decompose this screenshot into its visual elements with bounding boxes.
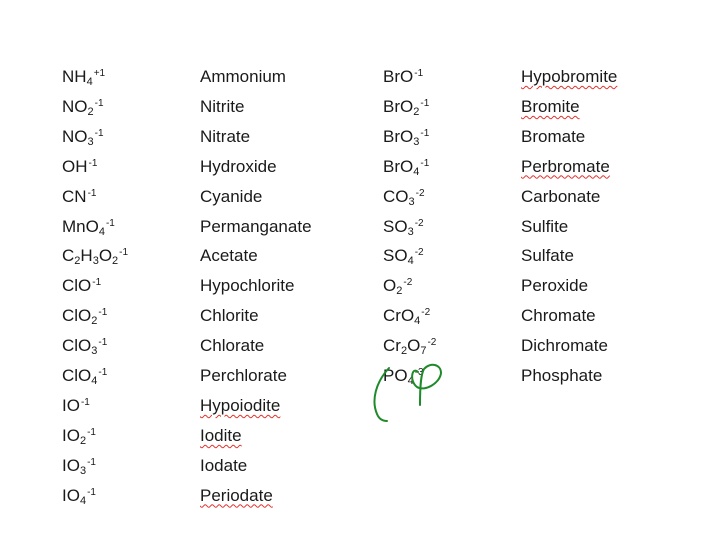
formula-subscript: 2 <box>413 105 420 118</box>
formula-symbol: BrO <box>383 67 414 86</box>
formula-charge: -1 <box>420 157 430 169</box>
formula-subscript: 3 <box>408 195 415 208</box>
ion-name-text: Perchlorate <box>200 366 287 385</box>
formula-symbol: H <box>80 246 93 266</box>
ion-name-text: Bromate <box>521 126 586 146</box>
formula-charge: -1 <box>420 97 430 109</box>
formula-charge: -1 <box>87 187 97 199</box>
ion-name-text: Dichromate <box>521 336 608 356</box>
formula-symbol: IO <box>62 485 80 505</box>
formula-subscript: 4 <box>86 76 93 88</box>
formula-subscript: 7 <box>420 345 427 358</box>
ion-name-text: Peroxide <box>521 276 589 296</box>
formula-charge: -1 <box>119 247 129 259</box>
formula-symbol: MnO <box>62 216 99 236</box>
formula-charge: -1 <box>80 396 90 408</box>
ion-name-text: Hypobromite <box>521 67 618 86</box>
formula-symbol: BrO <box>383 156 414 176</box>
formula-subscript: 3 <box>79 464 87 477</box>
formula-symbol: NO <box>62 126 88 146</box>
formula-symbol: NO <box>62 96 88 116</box>
formula-charge: -2 <box>414 217 424 229</box>
formula-subscript: 2 <box>87 105 94 118</box>
ion-name-text: Cyanide <box>200 186 263 206</box>
formula-subscript: 4 <box>91 375 98 387</box>
formula-charge: -1 <box>92 277 102 289</box>
formula-symbol: CN <box>62 186 87 206</box>
formula-subscript: 3 <box>91 345 98 358</box>
formula-charge: -1 <box>94 97 104 109</box>
formula-symbol: O <box>407 336 421 356</box>
formula-symbol: CrO <box>383 306 415 326</box>
formula-charge: -2 <box>414 247 424 259</box>
ink-circle-stroke <box>412 365 441 405</box>
formula-symbol: CO <box>383 186 409 206</box>
formula-subscript: 2 <box>91 315 98 328</box>
ion-name-text: Periodate <box>200 485 273 505</box>
formula-symbol: ClO <box>62 366 92 385</box>
formula-subscript: 2 <box>396 285 403 298</box>
formula-charge: -1 <box>98 367 108 378</box>
formula-subscript: 3 <box>407 225 414 238</box>
ion-name-text: Chlorite <box>200 306 259 326</box>
formula-charge: -1 <box>94 127 104 139</box>
ion-name-text: Perbromate <box>521 156 610 176</box>
formula-subscript: 3 <box>413 135 420 148</box>
formula-subscript: 2 <box>112 255 119 268</box>
formula-charge: -2 <box>403 277 413 289</box>
formula-subscript: 3 <box>87 135 94 148</box>
ion-name-text: Iodite <box>200 425 242 445</box>
ion-name-text: Nitrate <box>200 126 251 146</box>
formula-charge: -1 <box>87 486 96 498</box>
ion-name-text: Sulfite <box>521 216 569 236</box>
formula-symbol: ClO <box>62 276 92 296</box>
formula-charge: -3 <box>414 367 424 378</box>
formula-subscript: 4 <box>407 375 414 387</box>
formula-symbol: SO <box>383 246 408 266</box>
ion-name-text: Sulfate <box>521 246 574 266</box>
formula-subscript: 4 <box>413 165 420 178</box>
ion-name-text: Chlorate <box>200 336 265 356</box>
ion-name-text: Phosphate <box>521 366 603 385</box>
formula-charge: -1 <box>414 68 424 79</box>
formula-subscript: 4 <box>79 494 87 507</box>
formula-subscript: 4 <box>98 225 105 238</box>
formula-charge: -2 <box>427 337 437 349</box>
formula-symbol: BrO <box>383 126 414 146</box>
formula-symbol: IO <box>62 395 80 415</box>
formula-charge: -1 <box>105 217 115 229</box>
formula-symbol: O <box>383 276 397 296</box>
formula-symbol: ClO <box>62 306 92 326</box>
ion-name-text: Permanganate <box>200 216 312 236</box>
formula-symbol: NH <box>62 67 87 86</box>
ion-name-text: Iodate <box>200 455 248 475</box>
formula-subscript: 4 <box>407 255 414 268</box>
ink-left-paren <box>374 368 389 421</box>
formula-subscript: 2 <box>79 434 87 447</box>
formula-symbol: ClO <box>62 336 92 356</box>
ion-name-text: Nitrite <box>200 96 245 116</box>
formula-charge: -1 <box>87 426 96 438</box>
formula-subscript: 4 <box>414 315 421 328</box>
formula-symbol: Cr <box>383 336 401 356</box>
formula-charge: -2 <box>421 307 431 319</box>
formula-charge: -1 <box>88 157 98 169</box>
formula-charge: -2 <box>415 187 425 199</box>
ion-name-text: Hypochlorite <box>200 276 295 296</box>
formula-charge: -1 <box>87 456 96 468</box>
ion-name-text: Chromate <box>521 306 596 326</box>
formula-symbol: IO <box>62 455 80 475</box>
ion-name-text: Hypoiodite <box>200 395 281 415</box>
formula-symbol: SO <box>383 216 408 236</box>
formula-charge: +1 <box>93 68 106 79</box>
formula-charge: -1 <box>98 307 108 319</box>
formula-symbol: O <box>98 246 113 266</box>
ion-name-text: Hydroxide <box>200 156 277 176</box>
ion-name-text: Bromite <box>521 96 580 116</box>
formula-subscript: 2 <box>74 255 81 268</box>
ion-name-text: Ammonium <box>200 67 286 86</box>
formula-subscript: 3 <box>92 255 99 268</box>
formula-symbol: BrO <box>383 96 414 116</box>
formula-symbol: OH <box>62 156 88 176</box>
formula-subscript: 2 <box>400 345 408 358</box>
formula-symbol: IO <box>62 425 80 445</box>
formula-symbol: C <box>62 246 75 266</box>
ion-name-text: Carbonate <box>521 186 601 206</box>
formula-symbol: PO <box>383 366 408 385</box>
ion-name-text: Acetate <box>200 246 258 266</box>
formula-charge: -1 <box>98 337 108 349</box>
formula-charge: -1 <box>420 127 430 139</box>
